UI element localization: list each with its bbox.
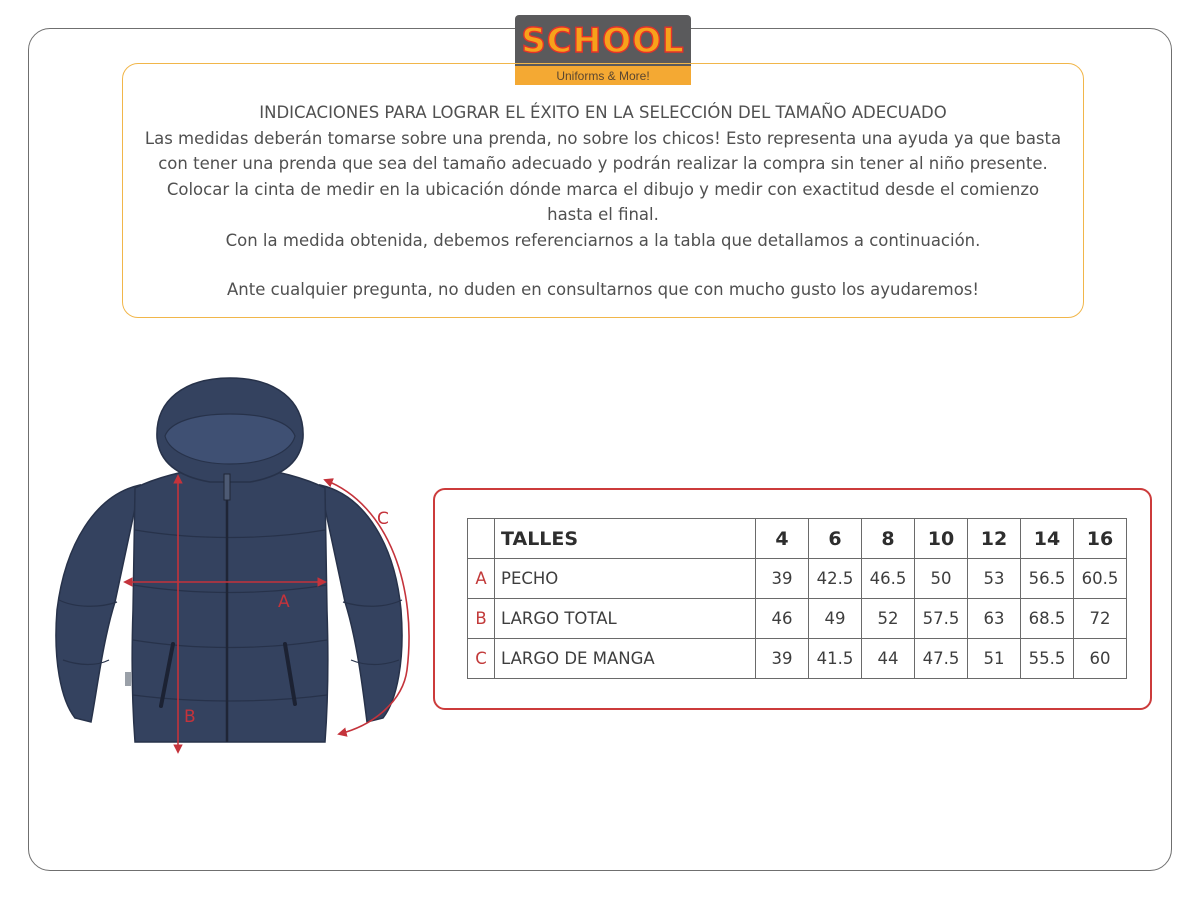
value-cell: 68.5 — [1021, 599, 1074, 639]
size-table-header-row — [468, 519, 1127, 559]
value-cell: 52 — [862, 599, 915, 639]
instructions-title: INDICACIONES PARA LOGRAR EL ÉXITO EN LA SELECCIÓN DEL TAMAÑO ADECUADO — [259, 103, 947, 122]
size-header-cell: 6 — [809, 519, 862, 559]
row-label-cell: PECHO — [495, 559, 756, 599]
instructions-line: Con la medida obtenida, debemos referenciarnos a la tabla que detallamos a continuación. — [225, 230, 981, 250]
value-cell: 42.5 — [809, 559, 862, 599]
table-row — [468, 639, 1127, 679]
row-label-cell: LARGO DE MANGA — [495, 639, 756, 679]
size-table-box — [433, 488, 1152, 710]
value-cell: 51 — [968, 639, 1021, 679]
instructions-line: Colocar la cinta de medir en la ubicación dónde marca el dibujo y medir con exactitud desde el comienzo — [166, 179, 1040, 199]
instructions-box — [122, 63, 1084, 318]
value-cell: 50 — [915, 559, 968, 599]
size-header-cell: 4 — [756, 519, 809, 559]
value-cell: 49 — [809, 599, 862, 639]
size-header-cell: 8 — [862, 519, 915, 559]
row-letter-cell: C — [468, 639, 495, 679]
value-cell: 41.5 — [809, 639, 862, 679]
instructions-closing: Ante cualquier pregunta, no duden en consultarnos que con mucho gusto los ayudaremos! — [227, 280, 979, 299]
value-cell: 46.5 — [862, 559, 915, 599]
size-table — [467, 518, 1127, 679]
value-cell: 47.5 — [915, 639, 968, 679]
value-cell: 53 — [968, 559, 1021, 599]
measure-label-b: B — [184, 707, 196, 727]
value-cell: 55.5 — [1021, 639, 1074, 679]
size-header-cell: 10 — [915, 519, 968, 559]
instructions-line: hasta el final. — [547, 205, 659, 224]
value-cell: 46 — [756, 599, 809, 639]
header-label-cell: TALLES — [495, 519, 756, 559]
size-header-cell: 14 — [1021, 519, 1074, 559]
value-cell: 57.5 — [915, 599, 968, 639]
measure-label-c: C — [377, 509, 389, 529]
row-letter-cell: B — [468, 599, 495, 639]
row-letter-cell: A — [468, 559, 495, 599]
instructions-line: Las medidas deberán tomarse sobre una prenda, no sobre los chicos! Esto representa una ayuda ya que basta — [144, 128, 1062, 148]
logo-wordmark-panel — [515, 15, 691, 66]
value-cell: 63 — [968, 599, 1021, 639]
row-label-cell: LARGO TOTAL — [495, 599, 756, 639]
value-cell: 39 — [756, 639, 809, 679]
size-header-cell: 12 — [968, 519, 1021, 559]
table-row — [468, 559, 1127, 599]
instructions-line: con tener una prenda que sea del tamaño adecuado y podrán realizar la compra sin tener al niño presente. — [158, 154, 1048, 173]
size-header-cell: 16 — [1074, 519, 1127, 559]
measure-label-a: A — [278, 592, 290, 612]
value-cell: 72 — [1074, 599, 1127, 639]
logo-wordmark: SCHOOL — [521, 20, 685, 61]
jacket-illustration — [56, 378, 402, 742]
value-cell: 60.5 — [1074, 559, 1127, 599]
value-cell: 56.5 — [1021, 559, 1074, 599]
header-corner-cell — [468, 519, 495, 559]
value-cell: 60 — [1074, 639, 1127, 679]
value-cell: 44 — [862, 639, 915, 679]
logo-tagline: Uniforms & More! — [515, 66, 691, 85]
table-row — [468, 599, 1127, 639]
value-cell: 39 — [756, 559, 809, 599]
jacket-measurement-diagram — [45, 370, 415, 760]
